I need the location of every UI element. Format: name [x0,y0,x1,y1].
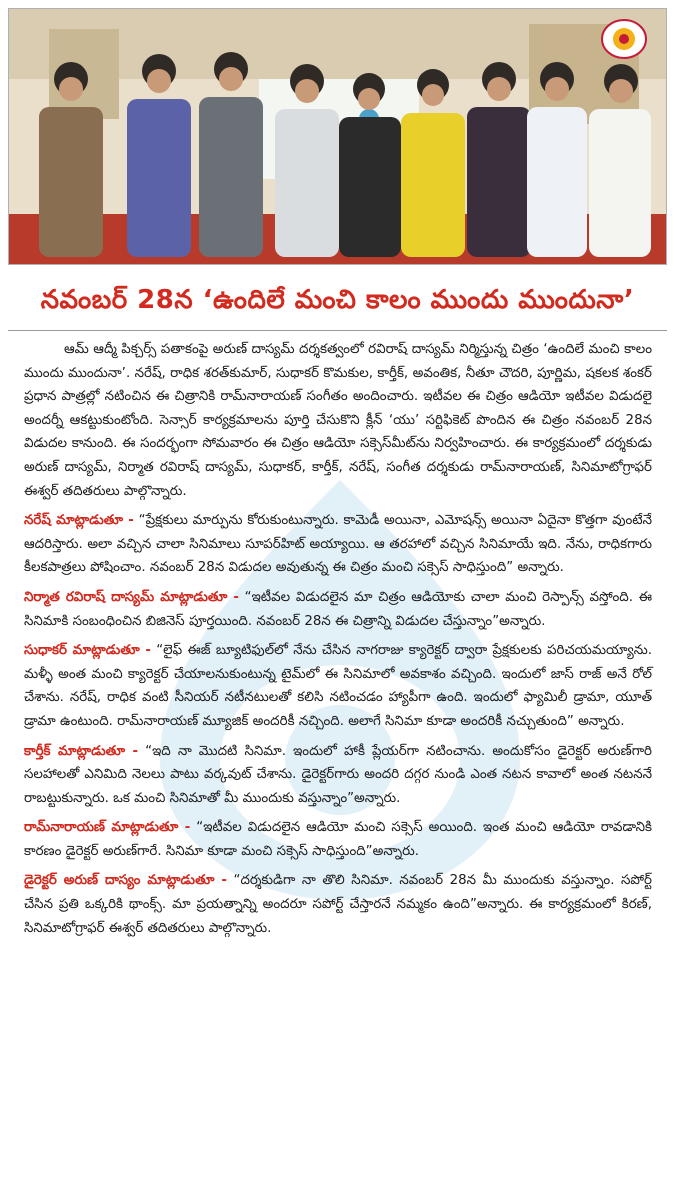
group-photo-illustration [9,9,666,264]
quote-paragraph [24,816,652,863]
speaker-label: కార్తీక్ మాట్లాడుతూ - [24,743,139,759]
intro-paragraph: ఆమ్ ఆద్మీ పిక్చర్స్ పతాకంపై అరుణ్ దాస్యమ్ దర్శకత్వంలో రవిరాష్ దాస్యమ్ నిర్మిస్తున్న చిత్రం ‘ఉందిలే మంచి కాలం ముందు ముందునా’. నరేష్, రాధిక శరత్‌కుమార్, సుధాకర్ కొమకుల, కార్తీక్, అవంతిక, నీతూ చౌదరి, పూర్ణిమ, షకలక శంకర్ ప్రధాన పాత్రల్లో నటించిన ఈ చిత్రానికి రామ్‌నారాయణ్ సంగీతం అందించారు. ఇటీవల ఈ చిత్రం ఆడియో ఇటీవల విడుదలై అందర్నీ ఆకట్టుకుంటోంది. సెన్సార్ కార్యక్రమాలను పూర్తి చేసుకొని క్లీన్ ‘యు’ సర్టిఫికెట్ పొందిన ఈ చిత్రం నవంబర్ 28న విడుదల కానుంది. ఈ సందర్భంగా సోమవారం ఈ చిత్రం ఆడియో సక్సెస్‌మీట్‌ను నిర్వహించారు. ఈ కార్యక్రమంలో దర్శకుడు అరుణ్ దాస్యమ్, నిర్మాత రవిరాష్ దాస్యమ్, సుధాకర్, కార్తీక్, నరేష్, సంగీత దర్శకుడు రామ్‌నారాయణ్, సినిమాటోగ్రాఫర్ ఈశ్వర్ తదితరులు పాల్గొన్నారు. [24,342,652,499]
speaker-label: సుధాకర్ మాట్లాడుతూ - [24,643,151,659]
speaker-label: డైరెక్టర్ అరుణ్ దాస్యం మాట్లాడుతూ - [24,873,227,889]
quote-text: “లైఫ్ ఈజ్ బ్యూటిఫుల్‌లో నేను చేసిన నాగరాజు క్యారెక్టర్ ద్వారా ప్రేక్షకులకు పరిచయమయ్యాను. మళ్ళీ అంత మంచి క్యారెక్టర్ చేయాలనుకుంటున్న టైమ్‌లో ఈ సినిమాలో అవకాశం వచ్చింది. ఇందులో జాస్ రాజ్ అనే రోల్ చేశాను. నరేష్, రాధిక వంటి సీనియర్ నటీనటులతో కలిసి నటించడం హ్యాపీగా ఉంది. ఇందులో ఫ్యామిలీ డ్రామా, యూత్ డ్రామా ఉంటుంది. రామ్‌నారాయణ్ మ్యూజిక్ అందరికీ నచ్చింది. అలాగే సినిమా కూడా అందరికీ నచ్చుతుంది” అన్నారు. [24,643,652,729]
quote-paragraph [24,869,652,940]
quote-paragraph [24,509,652,580]
quote-paragraph [24,586,652,633]
quote-paragraph [24,740,652,811]
publication-logo-icon [601,19,647,59]
speaker-label: నిర్మాత రవిరాష్ దాస్యమ్ మాట్లాడుతూ - [24,589,239,605]
quote-text: “దర్శకుడిగా నా తొలి సినిమా. నవంబర్ 28న మీ ముందుకు వస్తున్నాం. సపోర్ట్ చేసిన ప్రతి ఒక్కరికి థాంక్స్. మా ప్రయత్నాన్ని అందరూ సపోర్ట్ చేస్తారనే నమ్మకం ఉంది”అన్నారు. ఈ కార్యక్రమంలో కిరణ్, సినిమాటోగ్రాఫర్ ఈశ్వర్ తదితరులు పాల్గొన్నారు. [24,873,652,936]
quote-paragraph [24,639,652,733]
speaker-label: నరేష్ మాట్లాడుతూ - [24,513,134,529]
divider [8,330,667,331]
quote-text: “ఇటీవల విడుదలైన ఆడియో మంచి సక్సెస్ అయింది. ఇంత మంచి ఆడియో రావడానికి కారణం డైరెక్టర్ అరుణ్‌గారే. సినిమా కూడా మంచి సక్సెస్ సాధిస్తుంది”అన్నారు. [24,820,652,859]
speaker-label: రామ్‌నారాయణ్ మాట్లాడుతూ - [24,820,191,836]
article-headline: నవంబర్ 28న ‘ఉందిలే మంచి కాలం ముందు ముందునా’ [40,285,635,315]
quote-text: “ఇది నా మొదటి సినిమా. ఇందులో హాకీ ప్లేయర్‌గా నటించాను. అందుకోసం డైరెక్టర్ అరుణ్‌గారి సలహాలతో ఎనిమిది నెలలు పాటు వర్కవుట్ చేశాను. డైరెక్టర్‌గారు అందరి దగ్గర నుండి ఎంత నటన కావాలో అంత నటననే రాబట్టుకున్నారు. ఒక మంచి సినిమాతో మీ ముందుకు వస్తున్నాం”అన్నారు. [24,743,652,806]
event-photo [8,8,667,265]
quote-text: “ఇటీవల విడుదలైన మా చిత్రం ఆడియోకు చాలా మంచి రెస్పాన్స్ వస్తోంది. ఈ సినిమాకి సంబంధించిన బిజినెస్ పూర్తయింది. నవంబర్ 28న ఈ చిత్రాన్ని విడుదల చేస్తున్నాం”అన్నారు. [24,589,653,629]
article-body [24,338,652,946]
quote-text: “ప్రేక్షకులు మార్పును కోరుకుంటున్నారు. కామెడీ అయినా, ఎమోషన్స్ అయినా ఏదైనా కొత్తగా వుంటేనే ఆదరిస్తారు. అలా వచ్చిన చాలా సినిమాలు సూపర్‌హిట్ అయ్యాయి. ఆ తరహాలో వచ్చిన సినిమాయే ఇది. నేను, రాధికగారు కీలకపాత్రలు పోషించాం. నవంబర్ 28న విడుదల అవుతున్న ఈ చిత్రం మంచి సక్సెస్ సాధిస్తుంది” అన్నారు. [24,513,652,576]
